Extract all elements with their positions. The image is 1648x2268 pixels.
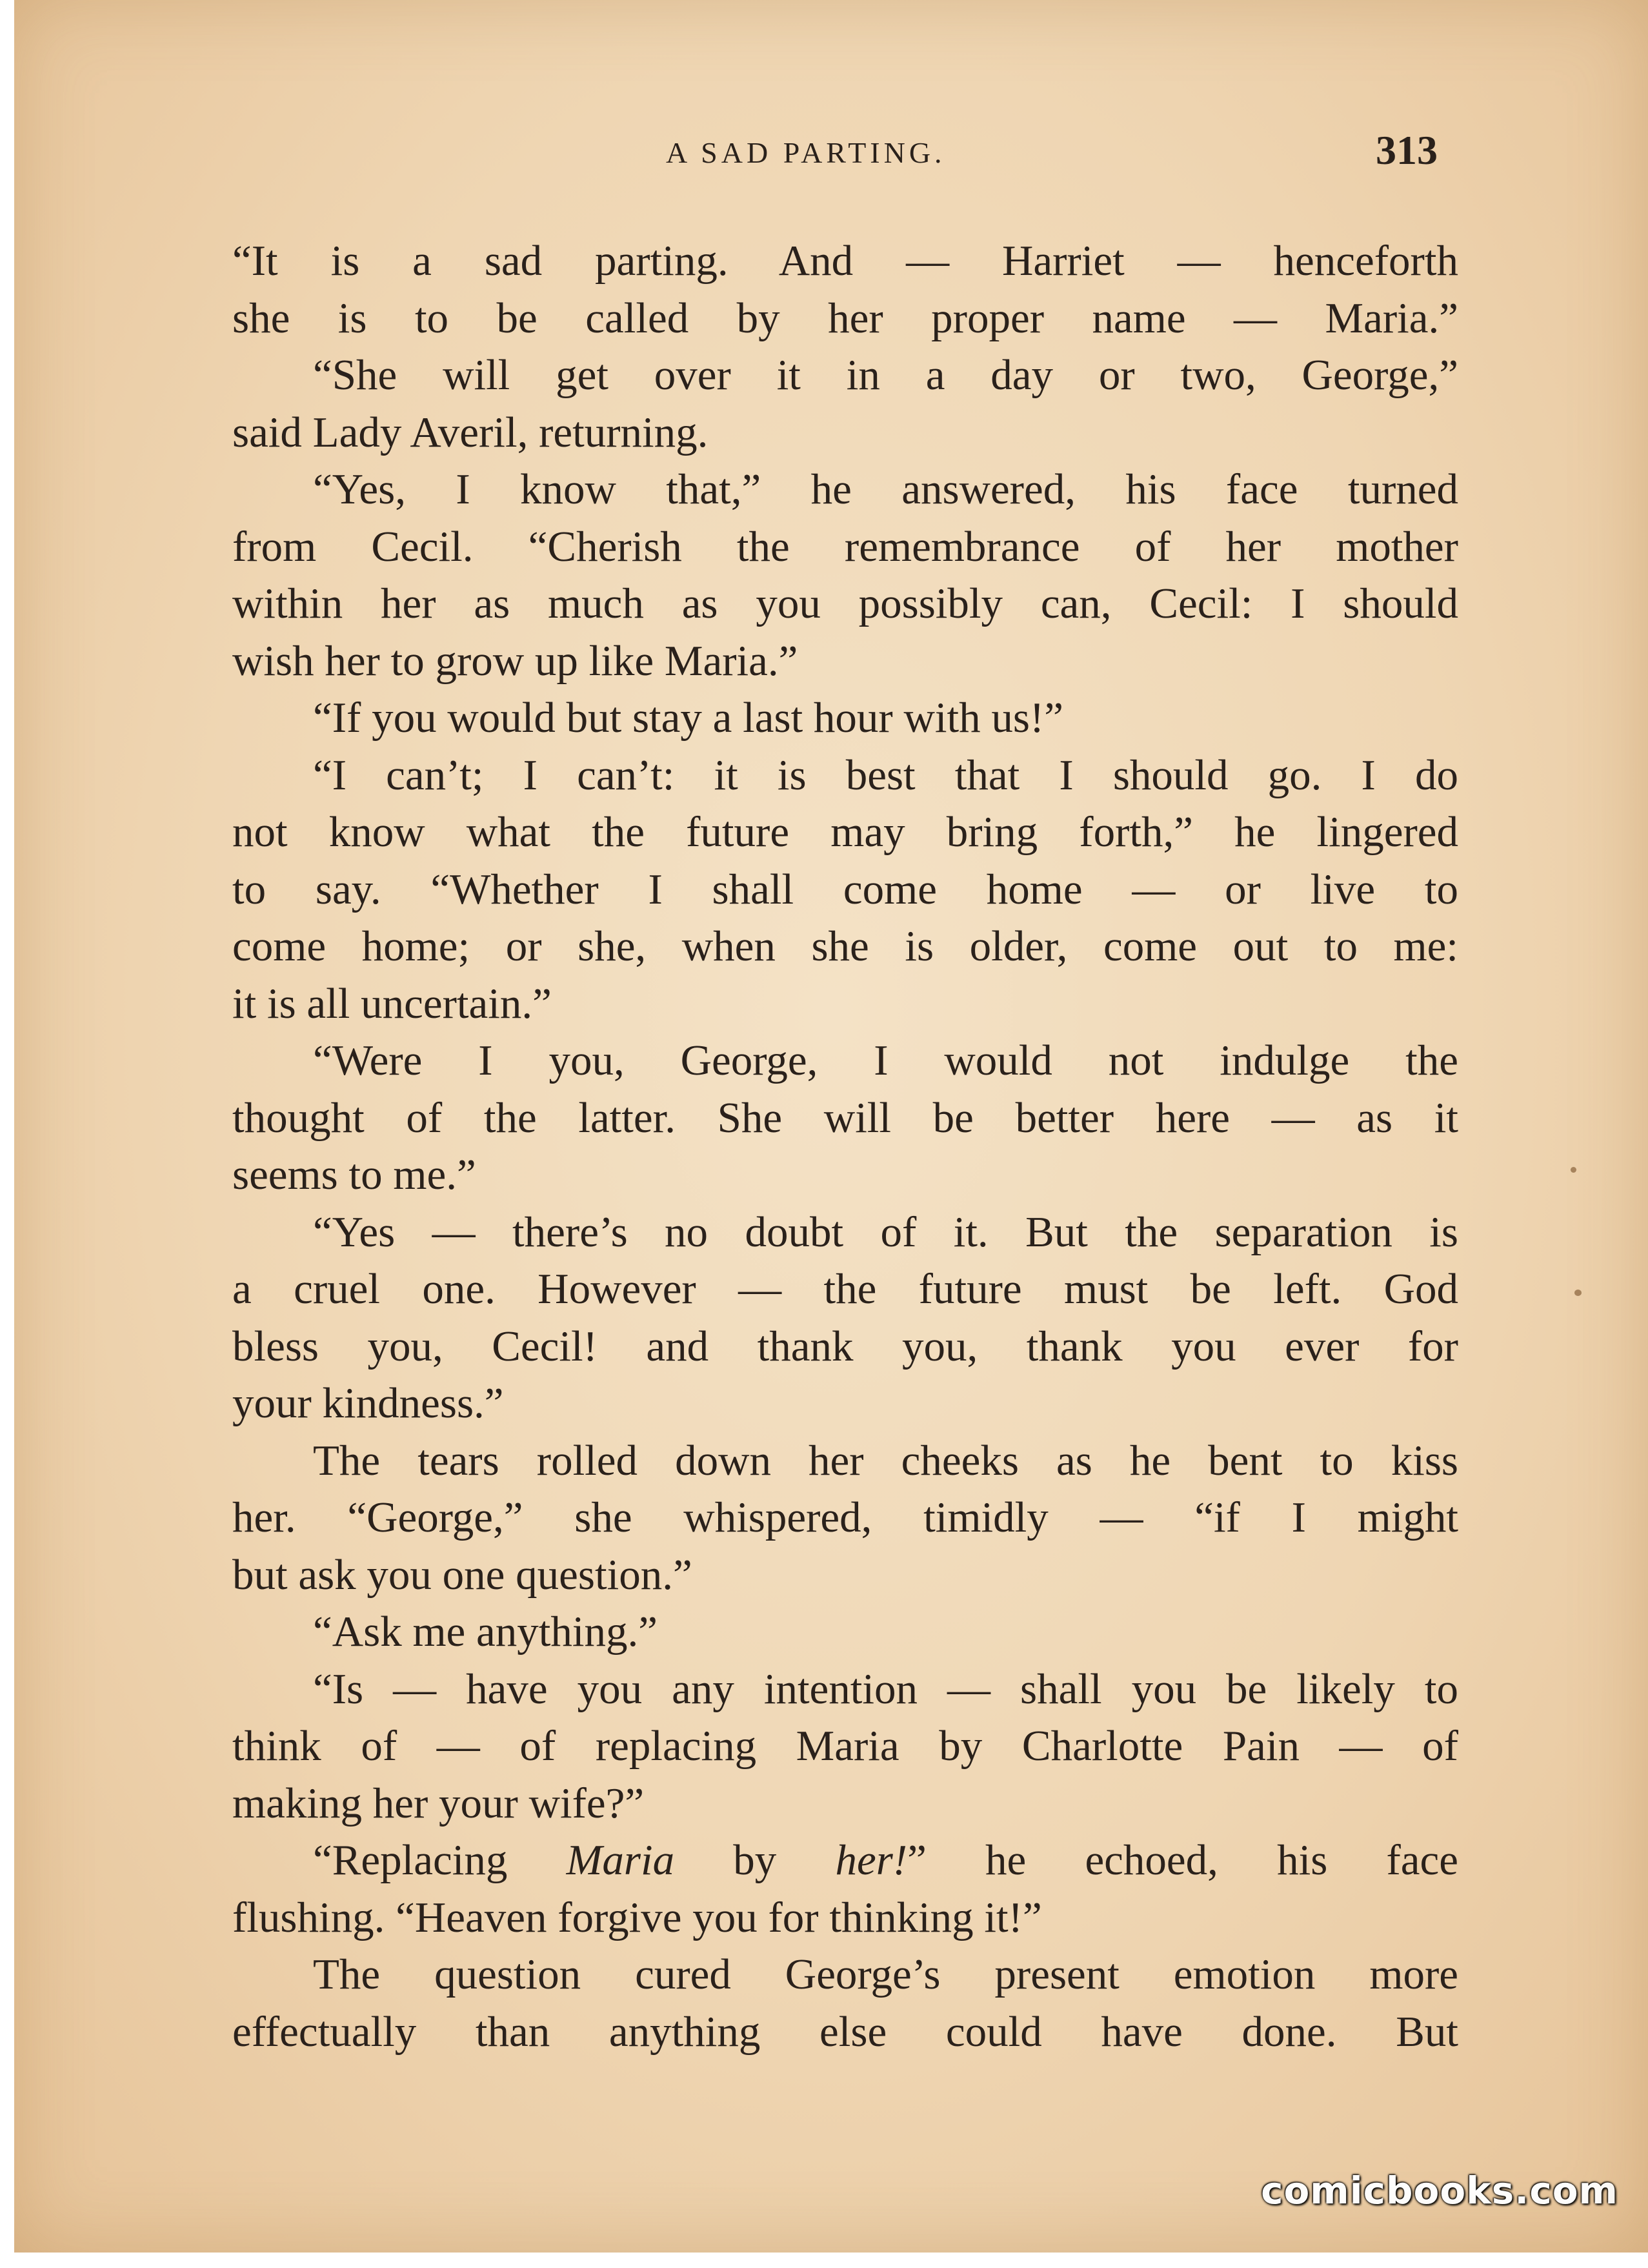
text-line: flushing. “Heaven forgive you for thinking it!” [232, 1893, 1042, 1941]
text-line: “It is a sad parting. And — Harriet — henceforth [232, 237, 1458, 285]
running-header-title: A SAD PARTING. [666, 136, 946, 169]
ink-spot [1574, 1290, 1582, 1296]
text-line: bless you, Cecil! and thank you, thank you ever for [232, 1322, 1458, 1370]
text-line: “I can’t; I can’t: it is best that I should go. I do [313, 751, 1458, 799]
text-run: by [674, 1836, 836, 1884]
text-line-mixed [232, 1832, 1458, 1889]
book-page [14, 0, 1648, 2253]
italic-run: Maria [566, 1836, 675, 1884]
body-text [232, 232, 1458, 2060]
text-run: ” he echoed, his face [907, 1836, 1458, 1884]
text-line: think of — of replacing Maria by Charlotte Pain — of [232, 1722, 1458, 1770]
text-line: seems to me.” [232, 1151, 476, 1199]
text-line: said Lady Averil, returning. [232, 408, 708, 456]
text-line: to say. “Whether I shall come home — or live to [232, 865, 1458, 913]
text-line: she is to be called by her proper name — Maria.” [232, 294, 1458, 342]
text-line: her. “George,” she whispered, timidly — “if I might [232, 1493, 1458, 1541]
text-line: come home; or she, when she is older, come out to me: [232, 922, 1458, 970]
text-line: but ask you one question.” [232, 1550, 692, 1599]
text-line: making her your wife?” [232, 1779, 645, 1827]
text-line: thought of the latter. She will be better here — as it [232, 1093, 1458, 1142]
text-line: “Were I you, George, I would not indulge the [313, 1037, 1458, 1084]
text-line: from Cecil. “Cherish the remembrance of her mother [232, 522, 1458, 571]
text-line: a cruel one. However — the future must be left. God [232, 1265, 1458, 1313]
text-line: The tears rolled down her cheeks as he bent to kiss [313, 1436, 1458, 1484]
text-line: “Yes, I know that,” he answered, his face turned [313, 465, 1458, 513]
page-number: 313 [1376, 127, 1438, 173]
ink-spot [1571, 1167, 1576, 1173]
text-line: within her as much as you possibly can, Cecil: I should [232, 580, 1458, 627]
text-line: “Ask me anything.” [313, 1608, 658, 1655]
text-line: effectually than anything else could have done. But [232, 2007, 1458, 2056]
text-line: The question cured George’s present emotion more [313, 1950, 1458, 1998]
text-line: your kindness.” [232, 1379, 504, 1427]
italic-run: her! [835, 1836, 908, 1884]
text-line: “She will get over it in a day or two, George,” [313, 351, 1458, 399]
text-line: “Yes — there’s no doubt of it. But the separation is [313, 1208, 1458, 1256]
watermark-logo: comicbooks.com [1261, 2169, 1618, 2212]
text-line: “If you would but stay a last hour with us!” [313, 694, 1063, 742]
text-line: wish her to grow up like Maria.” [232, 636, 798, 685]
text-line: “Is — have you any intention — shall you be likely to [313, 1665, 1458, 1713]
text-run: “Replacing [313, 1836, 567, 1884]
text-line: it is all uncertain.” [232, 979, 552, 1028]
text-line: not know what the future may bring forth,” he lingered [232, 808, 1458, 856]
